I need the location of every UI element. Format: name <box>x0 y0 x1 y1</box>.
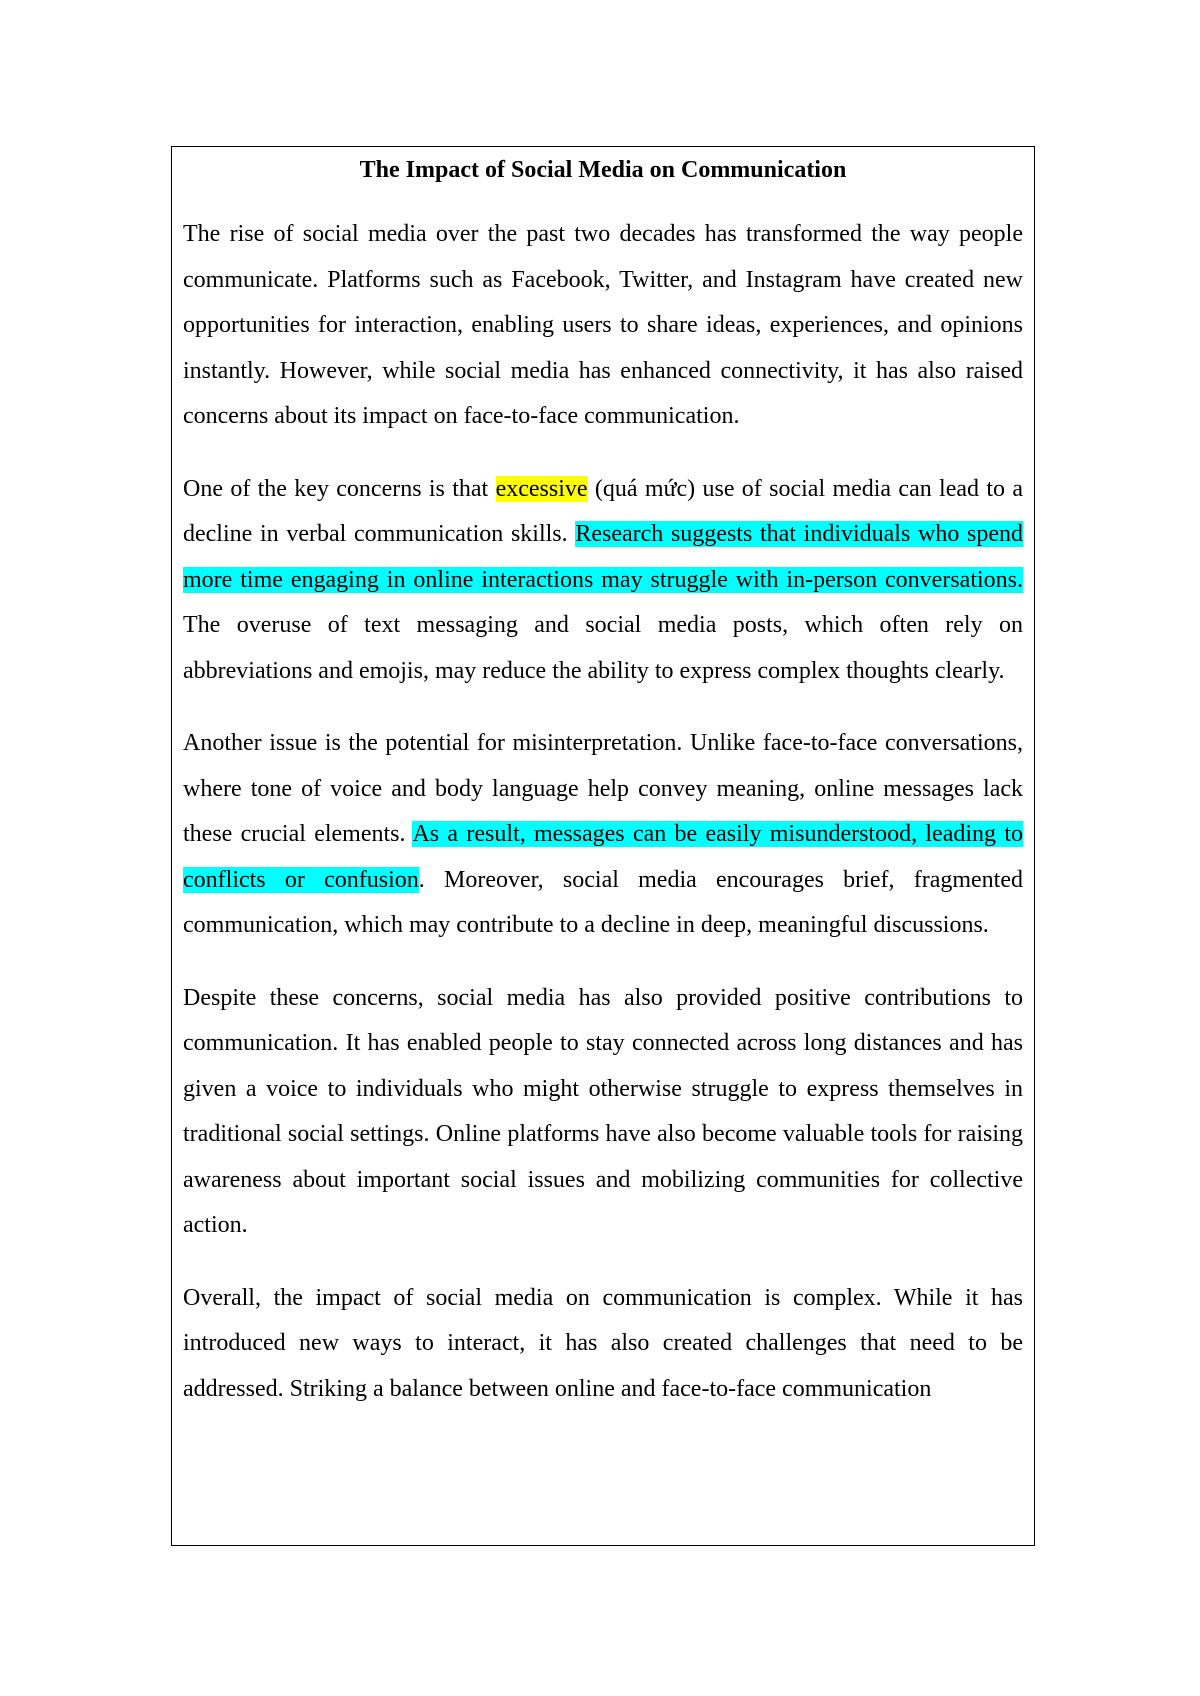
paragraph-conclusion: Overall, the impact of social media on communication is complex. While it has introduced new ways to interact, it has also created challenges that need to be addressed. Striking a balance between online and face-to-face communication <box>183 1284 1023 1402</box>
highlighted-word-yellow: excessive <box>495 475 588 502</box>
highlighted-sentence-cyan: Research suggests that individuals who spend more time engaging in online interactions may struggle with in-person conversations. <box>183 521 1024 593</box>
paragraph-text-segment: (quá mức) use of social media can lead to a decline in verbal communication skills. <box>183 475 1024 547</box>
document-title: The Impact of Social Media on Communication <box>359 157 847 183</box>
paragraph-positive-contributions: Despite these concerns, social media has also provided positive contributions to communication. It has enabled people to stay connected across long distances and has given a voice to individuals who might otherwise struggle to express themselves in traditional social settings. Online platforms have also become valuable tools for raising awareness about important social issues and mobilizing communities for collective action. <box>183 984 1023 1238</box>
text-frame-content <box>183 147 1023 1412</box>
highlighted-sentence-cyan: As a result, messages can be easily misunderstood, leading to conflicts or confusion <box>183 821 1023 893</box>
paragraph-intro: The rise of social media over the past two decades has transformed the way people communicate. Platforms such as Facebook, Twitter, and Instagram have created new opportunities for interaction, enabling users to share ideas, experiences, and opinions instantly. However, while social media has enhanced connectivity, it has also raised concerns about its impact on face-to-face communication. <box>183 221 1023 429</box>
paragraph-misinterpretation <box>183 721 1023 949</box>
paragraph-text-segment: Another issue is the potential for misinterpretation. Unlike face-to-face conversations, where tone of voice and body language help convey meaning, online messages lack these crucial elements. <box>183 730 1023 847</box>
paragraph-verbal-skills <box>183 467 1023 695</box>
paragraph-text-segment: . Moreover, social media encourages brief, fragmented communication, which may contribute to a decline in deep, meaningful discussions. <box>183 866 1023 938</box>
paragraph-text-segment: The overuse of text messaging and social media posts, which often rely on abbreviations and emojis, may reduce the ability to express complex thoughts clearly. <box>183 612 1023 684</box>
paragraph-text-segment: One of the key concerns is that <box>183 475 496 502</box>
bordered-text-frame <box>171 146 1035 1546</box>
